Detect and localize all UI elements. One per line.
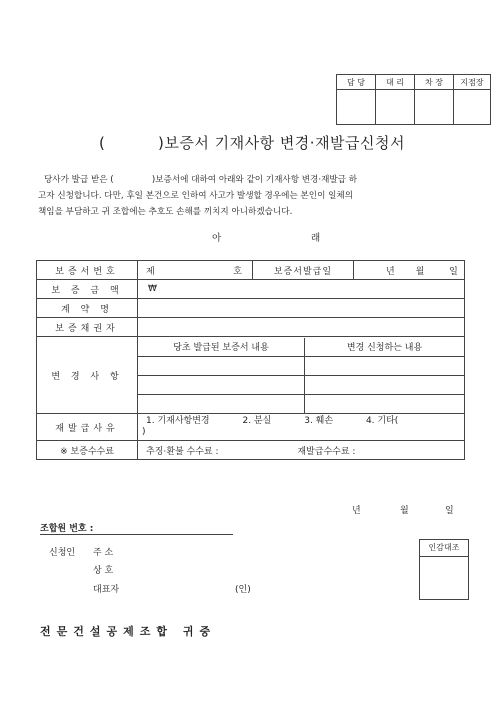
applicant-label: 신청인 xyxy=(49,548,76,558)
amount-label: 보 증 금 액 xyxy=(37,280,138,299)
changed-content-field[interactable] xyxy=(305,356,465,375)
approval-box xyxy=(336,74,491,125)
changed-content-header: 변경 신청하는 내용 xyxy=(305,338,465,357)
reason-option-2[interactable]: 2. 분실 xyxy=(242,416,272,426)
member-number-label: 조합원 번호 : xyxy=(40,524,94,534)
reason-option-4-close: ) xyxy=(142,427,146,437)
original-content-header: 당초 발급된 보증서 내용 xyxy=(138,338,305,357)
original-content-field[interactable] xyxy=(138,394,305,413)
approval-sign-cell xyxy=(376,90,415,125)
issue-day: 일 xyxy=(449,266,458,277)
approval-sign-cell xyxy=(454,90,491,125)
bond-number-suffix: 호 xyxy=(233,266,242,277)
issue-year: 년 xyxy=(386,266,395,277)
below-heading-rae: 래 xyxy=(311,233,321,244)
bond-number-label: 보증서번호 xyxy=(37,261,138,280)
reason-option-1[interactable]: 1. 기재사항변경 xyxy=(146,416,210,426)
reissue-fee-label: 재발급수수료 : xyxy=(297,446,356,457)
fee-field[interactable] xyxy=(138,441,465,460)
issue-month: 월 xyxy=(415,266,425,277)
creditor-label: 보증채권자 xyxy=(37,318,138,337)
bond-number-field[interactable] xyxy=(138,261,253,280)
creditor-field[interactable] xyxy=(138,318,465,337)
company-label: 상 호 xyxy=(93,566,114,576)
issue-date-field[interactable] xyxy=(354,261,465,280)
intro-paragraph xyxy=(38,172,468,220)
amount-field[interactable] xyxy=(138,280,465,299)
original-content-field[interactable] xyxy=(138,356,305,375)
approval-sign-cell xyxy=(415,90,454,125)
change-items-cell xyxy=(138,337,465,414)
address-label: 주 소 xyxy=(93,548,114,558)
change-items-grid xyxy=(138,338,464,413)
date-year: 년 xyxy=(352,506,361,516)
bond-number-prefix: 제 xyxy=(146,266,155,277)
representative-label: 대표자 xyxy=(93,585,120,595)
contract-field[interactable] xyxy=(138,299,465,318)
seal-verification-label: 인감대조 xyxy=(420,540,468,557)
contract-label: 계 약 명 xyxy=(37,299,138,318)
intro-line-3: 책임을 부담하고 귀 조합에는 추호도 손해를 끼치지 아니하겠습니다. xyxy=(38,207,293,217)
changed-content-field[interactable] xyxy=(305,375,465,394)
seal-verification-box xyxy=(419,539,469,600)
changed-content-field[interactable] xyxy=(305,394,465,413)
issue-date-label: 보증서발급일 xyxy=(253,261,354,280)
below-heading-a: 아 xyxy=(212,233,222,244)
reason-option-4[interactable]: 4. 기타( xyxy=(365,416,399,426)
intro-line-1: 당사가 발급 받은 ( )보증서에 대하여 아래와 같이 기재사항 변경·재발급 하 xyxy=(44,175,358,185)
approval-sign-cell xyxy=(337,90,376,125)
member-number-underline xyxy=(40,534,233,535)
seal-mark: (인) xyxy=(235,585,251,595)
date-day: 일 xyxy=(445,506,454,516)
reissue-reason-field[interactable] xyxy=(138,414,465,441)
original-content-field[interactable] xyxy=(138,375,305,394)
reissue-reason-label: 재발급사유 xyxy=(37,414,138,441)
approval-header-deputy: 차 장 xyxy=(415,75,454,90)
fee-label: ※ 보증수수료 xyxy=(37,441,138,460)
document-title: ( )보증서 기재사항 변경·재발급신청서 xyxy=(98,134,406,152)
reason-option-3[interactable]: 3. 훼손 xyxy=(304,416,334,426)
approval-header-branch-manager: 지점장 xyxy=(454,75,491,90)
approval-header-assistant: 대 리 xyxy=(376,75,415,90)
application-form-table xyxy=(36,260,465,460)
approval-header-staff: 담 당 xyxy=(337,75,376,90)
intro-line-2: 고자 신청합니다. 다만, 후일 본건으로 인하여 사고가 발생할 경우에는 본인이 일체의 xyxy=(38,191,354,201)
refund-fee-label: 추징·환불 수수료 : xyxy=(146,446,219,457)
change-items-label: 변 경 사 항 xyxy=(37,337,138,414)
won-symbol: ₩ xyxy=(148,284,157,294)
date-month: 월 xyxy=(400,506,409,516)
recipient-footer: 전문건설공제조합 귀중 xyxy=(40,625,217,638)
